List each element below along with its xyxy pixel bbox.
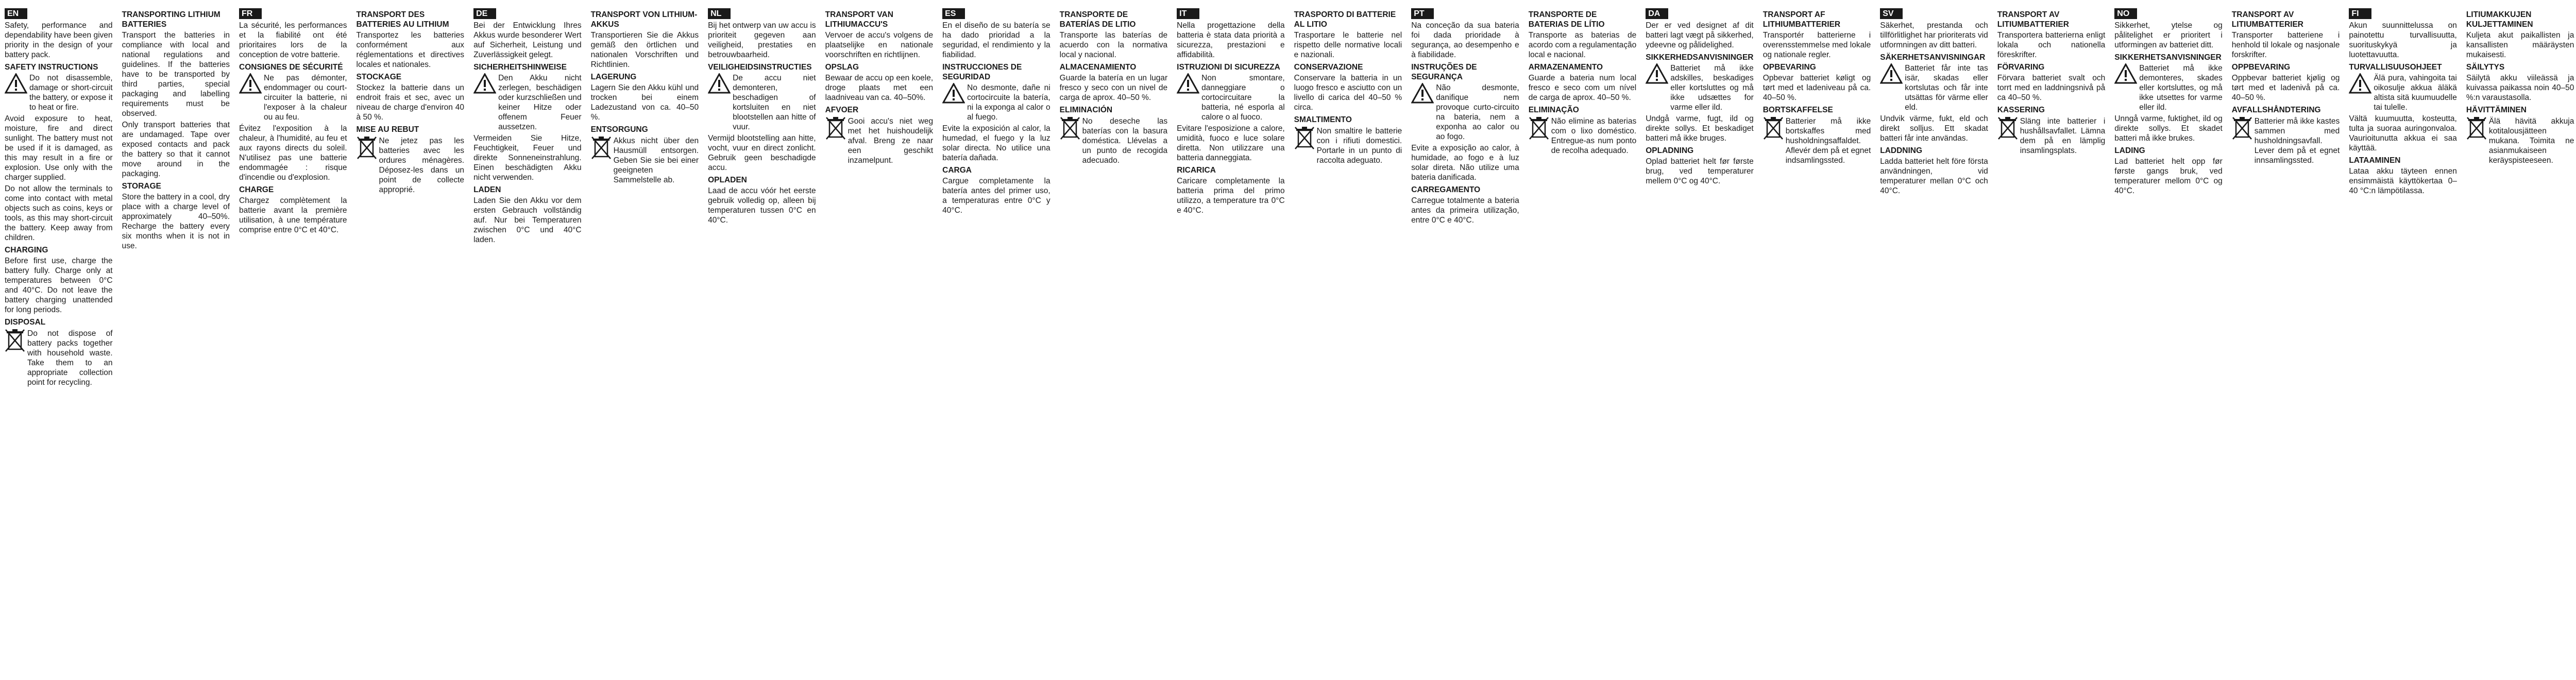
section-heading: CHARGING xyxy=(5,246,48,254)
warning-text: De accu niet demonteren, beschadigen of kortsluiten en niet blootstellen aan hitte of vuur. xyxy=(733,74,816,131)
text-column xyxy=(586,0,704,680)
body-paragraph: Do not allow the terminals to come into contact with metal objects such as coins, keys or tools, as this may short-circuit the battery. Keep away from children. xyxy=(5,184,113,242)
body-paragraph: Stockez la batterie dans un endroit frais et sec, avec un niveau de charge d'environ 40 à 50 %. xyxy=(356,83,465,122)
text-column xyxy=(1172,0,1290,680)
language-tag: DE xyxy=(473,8,496,19)
disposal-block xyxy=(1763,116,1871,165)
language-tag: IT xyxy=(1177,8,1199,19)
section-heading: OPSLAG xyxy=(825,63,859,72)
section-heading: ELIMINACIÓN xyxy=(1059,106,1113,114)
body-paragraph: Guarde la batería en un lugar fresco y seco con un nivel de carga de aprox. 40–50 %. xyxy=(1059,74,1168,102)
crossed-bin-icon xyxy=(1060,116,1080,140)
body-paragraph: Säkerhet, prestanda och tillförlitlighet har prioriterats vid utformningen av ditt batteri. xyxy=(1880,21,1988,49)
body-paragraph: Transporte las baterías de acuerdo con la normativa local y nacional. xyxy=(1059,31,1168,59)
warning-text: Do not disassemble, damage or short-circuit the battery, or expose it to heat or fire. xyxy=(29,74,113,112)
body-paragraph: Bij het ontwerp van uw accu is prioriteit gegeven aan veiligheid, prestaties en betrouwbaarheid. xyxy=(708,21,816,59)
warning-triangle-icon xyxy=(239,73,262,94)
section-heading: INSTRUÇÕES DE SEGURANÇA xyxy=(1411,63,1477,81)
body-paragraph: Na conceção da sua bateria foi dada prioridade à segurança, ao desempenho e à fiabilidade. xyxy=(1411,21,1519,59)
warning-block xyxy=(708,73,816,132)
section-heading: TRANSPORTE DE BATERÍAS DE LITIO xyxy=(1059,10,1136,29)
text-column xyxy=(352,0,469,680)
body-paragraph: Sikkerhet, ytelse og pålitelighet er prioritert i utformingen av batteriet ditt. xyxy=(2114,21,2223,49)
body-paragraph: Transportera batterierna enligt lokala och nationella föreskrifter. xyxy=(1997,31,2106,59)
text-column xyxy=(2110,0,2227,680)
warning-triangle-icon xyxy=(1411,83,1434,104)
section-heading: ALMACENAMIENTO xyxy=(1059,63,1137,72)
language-tag: EN xyxy=(5,8,27,19)
crossed-bin-icon xyxy=(591,136,612,160)
body-paragraph: Ladda batteriet helt före första användningen, vid temperaturer mellan 0°C och 40°C. xyxy=(1880,157,1988,195)
disposal-block xyxy=(357,136,465,195)
warning-triangle-icon xyxy=(1177,73,1199,94)
text-column xyxy=(821,0,938,680)
section-heading: BORTSKAFFELSE xyxy=(1762,106,1833,114)
section-heading: TRANSPORT VON LITHIUM-AKKUS xyxy=(590,10,698,29)
warning-text: Non smontare, danneggiare o cortocircuitare la batteria, né esporla al calore o al fuoco. xyxy=(1201,74,1285,122)
body-paragraph: Transport the batteries in compliance with local and national regulations and guidelines. If the batteries have to be transported by third parties, special packaging and labelling requirements must be observed. xyxy=(122,31,230,118)
warning-triangle-icon xyxy=(708,73,731,94)
disposal-text: Do not dispose of battery packs together with household waste. Take them to an appropriate collection point for recycling. xyxy=(27,329,113,387)
warning-triangle-icon xyxy=(473,73,496,94)
section-heading: SIKKERHETSANVISNINGER xyxy=(2114,53,2222,62)
body-paragraph: Cargue completamente la batería antes del primer uso, a temperaturas entre 0°C y 40°C. xyxy=(942,177,1050,215)
body-paragraph: Förvara batteriet svalt och torrt med en laddningsnivå på ca 40–50 %. xyxy=(1997,74,2106,102)
section-heading: FÖRVARING xyxy=(1997,63,2045,72)
disposal-text: Batterier må ikke kastes sammen med husholdningsavfall. Lever dem på et egnet innsamlingssted. xyxy=(2254,117,2340,165)
body-paragraph: Transporte as baterias de acordo com a regulamentação local e nacional. xyxy=(1528,31,1637,59)
body-paragraph: Lad batteriet helt opp før første gangs bruk, ved temperaturer mellom 0°C og 40°C. xyxy=(2114,157,2223,195)
language-tag: PT xyxy=(1411,8,1434,19)
section-heading: ARMAZENAMENTO xyxy=(1528,63,1603,72)
body-paragraph: Transporter batteriene i henhold til lokale og nasjonale forskrifter. xyxy=(2231,31,2340,59)
disposal-block xyxy=(825,116,934,165)
warning-block xyxy=(1646,63,1754,112)
section-heading: OPBEVARING xyxy=(1762,63,1816,72)
section-heading: LADDNING xyxy=(1880,146,1923,155)
disposal-text: Akkus nicht über den Hausmüll entsorgen. Geben Sie sie bei einer geeigneten Sammelstelle ab. xyxy=(613,137,699,184)
body-paragraph: En el diseño de su batería se ha dado prioridad a la seguridad, el rendimiento y la fiabilidad. xyxy=(942,21,1050,59)
section-heading: LITIUMAKKUJEN KULJETTAMINEN xyxy=(2466,10,2533,29)
section-heading: ISTRUZIONI DI SICUREZZA xyxy=(1177,63,1280,72)
disposal-text: Älä hävitä akkuja kotitalousjätteen mukana. Toimita ne asianmukaiseen keräyspisteeseen. xyxy=(2488,117,2574,165)
warning-block xyxy=(473,73,582,132)
text-column xyxy=(234,0,352,680)
section-heading: LATAAMINEN xyxy=(2349,156,2401,165)
body-paragraph: Before first use, charge the battery fully. Charge only at temperatures between 0°C and 40°C. Do not leave the battery charging unattended for long periods. xyxy=(5,257,113,314)
crossed-bin-icon xyxy=(357,136,377,160)
text-column xyxy=(1055,0,1173,680)
warning-triangle-icon xyxy=(2349,73,2371,94)
language-tag: SV xyxy=(1880,8,1903,19)
warning-triangle-icon xyxy=(5,73,27,94)
section-heading: CARREGAMENTO xyxy=(1411,185,1481,194)
section-heading: DISPOSAL xyxy=(5,318,46,327)
warning-block xyxy=(239,73,347,122)
text-column xyxy=(2462,0,2576,680)
warning-block xyxy=(2114,63,2223,112)
body-paragraph: Kuljeta akut paikallisten ja kansallisten määräysten mukaisesti. xyxy=(2466,31,2574,59)
body-paragraph: Chargez complètement la batterie avant la première utilisation, à une température comprise entre 0°C et 40°C. xyxy=(239,196,347,234)
section-heading: HÄVITTÄMINEN xyxy=(2466,106,2527,114)
section-heading: KASSERING xyxy=(1997,106,2045,114)
text-column xyxy=(2344,0,2462,680)
section-heading: CHARGE xyxy=(239,185,274,194)
section-heading: OPLADEN xyxy=(708,176,747,184)
text-column xyxy=(1641,0,1758,680)
section-heading: TRANSPORTING LITHIUM BATTERIES xyxy=(122,10,221,29)
body-paragraph: Akun suunnittelussa on painotettu turvallisuutta, suorituskykyä ja luotettavuutta. xyxy=(2349,21,2457,59)
body-paragraph: Nella progettazione della batteria è stata data priorità a sicurezza, prestazioni e affidabilità. xyxy=(1177,21,1285,59)
crossed-bin-icon xyxy=(825,116,846,140)
language-tag: FI xyxy=(2349,8,2371,19)
body-paragraph: Undgå varme, fugt, ild og direkte sollys. Et beskadiget batteri må ikke bruges. xyxy=(1646,114,1754,143)
section-heading: AVFALLSHÅNDTERING xyxy=(2231,106,2321,114)
body-paragraph: Unngå varme, fuktighet, ild og direkte sollys. Et skadet batteri må ikke brukes. xyxy=(2114,114,2223,143)
section-heading: VEILIGHEIDSINSTRUCTIES xyxy=(708,63,812,72)
disposal-text: Non smaltire le batterie con i rifiuti domestici. Portarle in un punto di raccolta adeguato. xyxy=(1316,127,1402,165)
warning-text: Batteriet får inte tas isär, skadas eller kortslutas och får inte utsättas för värme eller eld. xyxy=(1905,64,1988,112)
language-tag: ES xyxy=(942,8,965,19)
body-paragraph: Undvik värme, fukt, eld och direkt solljus. Ett skadat batteri får inte användas. xyxy=(1880,114,1988,143)
disposal-text: Släng inte batterier i hushållsavfallet. Lämna dem på en lämplig insamlingsplats. xyxy=(2020,117,2106,155)
disposal-block xyxy=(2232,116,2340,165)
crossed-bin-icon xyxy=(5,329,25,352)
section-heading: ENTSORGUNG xyxy=(590,125,648,134)
section-heading: CONSERVAZIONE xyxy=(1294,63,1363,72)
crossed-bin-icon xyxy=(2466,116,2487,140)
body-paragraph: Transportez les batteries conformément aux réglementations et directives locales et nationales. xyxy=(356,31,465,69)
disposal-text: Batterier må ikke bortskaffes med husholdningsaffaldet. Aflevér dem på et egnet indsamlingssted. xyxy=(1785,117,1871,165)
body-paragraph: Oplad batteriet helt før første brug, ved temperaturer mellem 0°C og 40°C. xyxy=(1646,157,1754,185)
section-heading: TRANSPORT AF LITHIUMBATTERIER xyxy=(1762,10,1841,29)
warning-text: No desmonte, dañe ni cortocircuite la batería, ni la exponga al calor o al fuego. xyxy=(967,83,1050,122)
disposal-text: Ne jetez pas les batteries avec les ordures ménagères. Déposez-les dans un point de collecte approprié. xyxy=(379,137,465,194)
section-heading: TRANSPORT DES BATTERIES AU LITHIUM xyxy=(356,10,449,29)
text-column xyxy=(1993,0,2110,680)
disposal-text: No deseche las baterías con la basura doméstica. Llévelas a un punto de recogida adecuado. xyxy=(1082,117,1168,165)
text-column xyxy=(1875,0,1993,680)
body-paragraph: Laden Sie den Akku vor dem ersten Gebrauch vollständig auf. Nur bei Temperaturen zwischen 0°C und 40°C laden. xyxy=(473,196,582,244)
section-heading: STORAGE xyxy=(122,182,161,191)
body-paragraph: Trasportare le batterie nel rispetto delle normative locali e nazionali. xyxy=(1294,31,1402,59)
crossed-bin-icon xyxy=(1763,116,1784,140)
body-paragraph: Vermijd blootstelling aan hitte, vocht, vuur en direct zonlicht. Gebruik geen beschadigde accu. xyxy=(708,134,816,172)
body-paragraph: Vältä kuumuutta, kosteutta, tulta ja suoraa auringonvaloa. Vaurioitunutta akkua ei saa käyttää. xyxy=(2349,114,2457,152)
language-tag: NO xyxy=(2114,8,2137,19)
section-heading: LADEN xyxy=(473,185,501,194)
body-paragraph: Laad de accu vóór het eerste gebruik volledig op, alleen bij temperaturen tussen 0°C en 40°C. xyxy=(708,186,816,225)
disposal-block xyxy=(1294,126,1402,165)
language-tag: DA xyxy=(1646,8,1668,19)
body-paragraph: Carregue totalmente a bateria antes da primeira utilização, entre 0°C e 40°C. xyxy=(1411,196,1519,225)
warning-block xyxy=(1880,63,1988,112)
warning-text: Não desmonte, danifique nem provoque curto-circuito na bateria, nem a exponha ao calor ou ao fogo. xyxy=(1436,83,1519,141)
warning-triangle-icon xyxy=(2114,63,2137,84)
body-paragraph: Évitez l'exposition à la chaleur, à l'humidité, au feu et aux rayons directs du soleil. N'utilisez pas une batterie endommagée : risque d'incendie ou d'explosion. xyxy=(239,124,347,182)
section-heading: SAFETY INSTRUCTIONS xyxy=(5,63,98,72)
section-heading: INSTRUCCIONES DE SEGURIDAD xyxy=(942,63,1022,81)
text-column xyxy=(1758,0,1876,680)
disposal-block xyxy=(1529,116,1637,156)
section-heading: TRANSPORT AV LITIUMBATTERIER xyxy=(1997,10,2069,29)
warning-text: Batteriet må ikke adskilles, beskadiges eller kortsluttes og må ikke udsættes for varme eller ild. xyxy=(1670,64,1754,112)
body-paragraph: Caricare completamente la batteria prima del primo utilizzo, a temperature tra 0°C e 40°C. xyxy=(1177,177,1285,215)
text-column xyxy=(0,0,117,680)
section-heading: TURVALLISUUSOHJEET xyxy=(2349,63,2442,72)
crossed-bin-icon xyxy=(1529,116,1549,140)
text-column xyxy=(1524,0,1641,680)
section-heading: OPLADNING xyxy=(1646,146,1694,155)
body-paragraph: Guarde a bateria num local fresco e seco com um nível de carga de aprox. 40–50 %. xyxy=(1528,74,1637,102)
body-paragraph: La sécurité, les performances et la fiabilité ont été prioritaires lors de la conception de votre batterie. xyxy=(239,21,347,59)
body-paragraph: Avoid exposure to heat, moisture, fire and direct sunlight. The battery must not be used if it is damaged, as this may result in a fire or explosion. Use only with the charger supplied. xyxy=(5,114,113,182)
disposal-text: Não elimine as baterias com o lixo doméstico. Entregue-as num ponto de recolha adequado. xyxy=(1551,117,1637,155)
warning-block xyxy=(1411,83,1519,142)
section-heading: STOCKAGE xyxy=(356,73,402,81)
body-paragraph: Vermeiden Sie Hitze, Feuchtigkeit, Feuer und direkte Sonneneinstrahlung. Einen beschädigten Akku nicht verwenden. xyxy=(473,134,582,182)
body-paragraph: Evite la exposición al calor, la humedad, el fuego y la luz solar directa. No utilice una batería dañada. xyxy=(942,124,1050,162)
body-paragraph: Bewaar de accu op een koele, droge plaats met een laadniveau van ca. 40–50%. xyxy=(825,74,934,102)
warning-block xyxy=(5,73,113,112)
section-heading: OPPBEVARING xyxy=(2231,63,2291,72)
section-heading: LAGERUNG xyxy=(590,73,637,81)
disposal-block xyxy=(1060,116,1168,165)
section-heading: TRANSPORTE DE BATERIAS DE LÍTIO xyxy=(1528,10,1605,29)
body-paragraph: Oppbevar batteriet kjølig og tørt med et ladenivå på ca. 40–50 %. xyxy=(2231,74,2340,102)
body-paragraph: Der er ved designet af dit batteri lagt vægt på sikkerhed, ydeevne og pålidelighed. xyxy=(1646,21,1754,49)
section-heading: TRASPORTO DI BATTERIE AL LITIO xyxy=(1294,10,1396,29)
section-heading: TRANSPORT AV LITIUMBATTERIER xyxy=(2231,10,2303,29)
body-paragraph: Transportér batterierne i overensstemmelse med lokale og nationale regler. xyxy=(1762,31,1871,59)
section-heading: SIKKERHEDSANVISNINGER xyxy=(1646,53,1754,62)
text-column xyxy=(469,0,586,680)
body-paragraph: Safety, performance and dependability have been given priority in the design of your battery pack. xyxy=(5,21,113,59)
language-tag: FR xyxy=(239,8,262,19)
text-column xyxy=(1406,0,1524,680)
body-paragraph: Store the battery in a cool, dry place with a charge level of approximately 40–50%. Recharge the battery every six months when it is not in use. xyxy=(122,193,230,250)
text-column xyxy=(703,0,821,680)
section-heading: CONSIGNES DE SÉCURITÉ xyxy=(239,63,343,72)
section-heading: RICARICA xyxy=(1177,166,1216,175)
warning-block xyxy=(2349,73,2457,112)
section-heading: SÄKERHETSANVISNINGAR xyxy=(1880,53,1986,62)
body-paragraph: Säilytä akku viileässä ja kuivassa paikassa noin 40–50 %:n varaustasolla. xyxy=(2466,74,2574,102)
crossed-bin-icon xyxy=(2232,116,2252,140)
disposal-text: Gooi accu's niet weg met het huishoudelijk afval. Breng ze naar een geschikt inzamelpunt. xyxy=(848,117,934,165)
body-paragraph: Transportieren Sie die Akkus gemäß den örtlichen und nationalen Vorschriften und Richtlinien. xyxy=(590,31,699,69)
section-heading: TRANSPORT VAN LITHIUMACCU'S xyxy=(825,10,893,29)
section-heading: SÄILYTYS xyxy=(2466,63,2505,72)
warning-block xyxy=(942,83,1050,122)
text-column xyxy=(117,0,235,680)
section-heading: CARGA xyxy=(942,166,972,175)
warning-text: Batteriet må ikke demonteres, skades eller kortsluttes, og må ikke utsettes for varme eller ild. xyxy=(2139,64,2223,112)
warning-text: Ne pas démonter, endommager ou court-circuiter la batterie, ni l'exposer à la chaleur ou au feu. xyxy=(264,74,347,122)
section-heading: AFVOER xyxy=(825,106,859,114)
warning-text: Den Akku nicht zerlegen, beschädigen oder kurzschließen und keiner Hitze oder offenem Feuer aussetzen. xyxy=(498,74,582,131)
disposal-block xyxy=(591,136,699,185)
disposal-block xyxy=(5,329,113,387)
body-paragraph: Vervoer de accu's volgens de plaatselijke en nationale voorschriften en richtlijnen. xyxy=(825,31,934,59)
body-paragraph: Lataa akku täyteen ennen ensimmäistä käyttökertaa 0–40 °C:n lämpötilassa. xyxy=(2349,167,2457,195)
crossed-bin-icon xyxy=(1294,126,1315,150)
section-heading: MISE AU REBUT xyxy=(356,125,419,134)
body-paragraph: Evite a exposição ao calor, à humidade, ao fogo e à luz solar direta. Não utilize uma bateria danificada. xyxy=(1411,144,1519,182)
disposal-block xyxy=(2466,116,2574,165)
warning-block xyxy=(1177,73,1285,122)
text-column xyxy=(1290,0,1407,680)
section-heading: LADING xyxy=(2114,146,2145,155)
warning-text: Älä pura, vahingoita tai oikosulje akkua äläkä altista sitä kuumuudelle tai tulelle. xyxy=(2374,74,2457,112)
crossed-bin-icon xyxy=(1997,116,2018,140)
body-paragraph: Opbevar batteriet køligt og tørt med et ladeniveau på ca. 40–50 %. xyxy=(1762,74,1871,102)
warning-triangle-icon xyxy=(942,83,965,104)
warning-triangle-icon xyxy=(1880,63,1903,84)
warning-triangle-icon xyxy=(1646,63,1668,84)
text-column xyxy=(2227,0,2345,680)
disposal-block xyxy=(1997,116,2106,156)
body-paragraph: Conservare la batteria in un luogo fresco e asciutto con un livello di carica del 40–50 % circa. xyxy=(1294,74,1402,112)
body-paragraph: Bei der Entwicklung Ihres Akkus wurde besonderer Wert auf Sicherheit, Leistung und Zuverlässigkeit gelegt. xyxy=(473,21,582,59)
body-paragraph: Lagern Sie den Akku kühl und trocken bei einem Ladezustand von ca. 40–50 %. xyxy=(590,83,699,122)
language-tag: NL xyxy=(708,8,731,19)
body-paragraph: Evitare l'esposizione a calore, umidità, fuoco e luce solare diretta. Non utilizzare una batteria danneggiata. xyxy=(1177,124,1285,162)
body-paragraph: Only transport batteries that are undamaged. Tape over exposed contacts and pack the battery so that it cannot move around in the packaging. xyxy=(122,121,230,178)
section-heading: SICHERHEITSHINWEISE xyxy=(473,63,567,72)
text-column xyxy=(938,0,1055,680)
section-heading: ELIMINAÇÃO xyxy=(1528,106,1579,114)
section-heading: SMALTIMENTO xyxy=(1294,115,1352,124)
